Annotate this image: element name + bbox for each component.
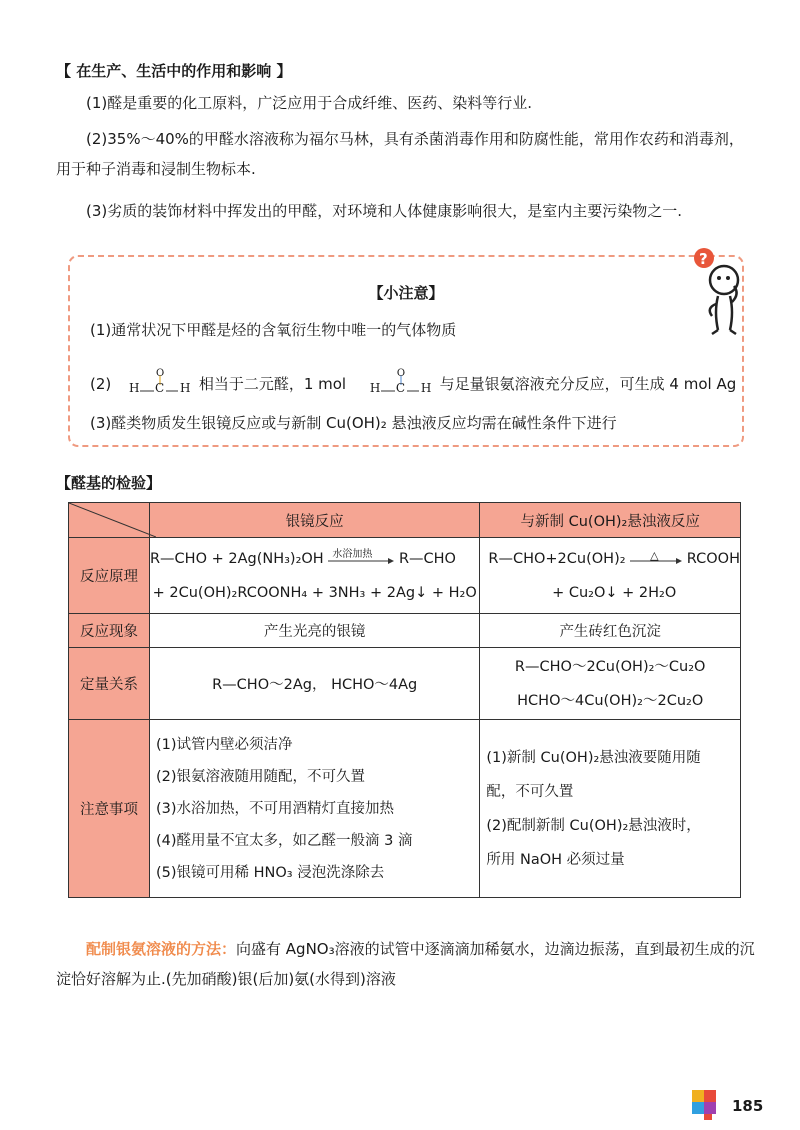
cell-cu-quantity	[480, 648, 741, 720]
cu-eq-right: RCOOH	[686, 550, 740, 567]
cu-note-item: 配，不可久置	[486, 783, 574, 800]
reaction-arrow-delta	[630, 548, 682, 567]
section-heading-test: 【醛基的检验】	[56, 474, 162, 492]
section-heading-uses: 【 在生产、生活中的作用和影响 】	[56, 62, 292, 80]
method-paragraph	[56, 934, 756, 994]
cu-note-item: (2)配制新制 Cu(OH)₂悬浊液时，	[486, 817, 701, 834]
col-header-copper-hydroxide: 与新制 Cu(OH)₂悬浊液反应	[480, 503, 741, 538]
silver-note-item: (5)银镜可用稀 HNO₃ 浸泡洗涤除去	[155, 864, 385, 881]
row-header-phenomenon: 反应现象	[69, 614, 150, 648]
silver-eq-left: R—CHO + 2Ag(NH₃)₂OH	[149, 550, 324, 567]
svg-text:?: ?	[699, 250, 708, 268]
note-line-2-prefix: (2)	[90, 375, 112, 393]
note-title: 【小注意】	[368, 284, 444, 302]
method-text: 向盛有 AgNO₃溶液的试管中逐滴滴加稀氨水，边滴边振荡，直到最初生成的沉淀恰好溶解为止.(先加硝酸)银(后加)氨(水得到)溶液	[56, 940, 755, 988]
note-line-2-mid: 相当于二元醛，1 mol	[198, 375, 347, 393]
cu-note-item: 所用 NaOH 必须过量	[486, 851, 625, 868]
page-number: 185	[732, 1097, 764, 1115]
silver-equation-line-2: + 2Cu(OH)₂RCOONH₄ + 3NH₃ + 2Ag↓ + H₂O	[152, 584, 477, 601]
silver-condition: 水浴加热	[332, 548, 373, 560]
silver-equation-line-1	[150, 542, 479, 576]
struct-o: O	[156, 367, 165, 379]
silver-note-item: (1)试管内壁必须洁净	[155, 736, 293, 753]
note-line-1: (1)通常状况下甲醛是烃的含氧衍生物中唯一的气体物质	[90, 321, 457, 339]
formaldehyde-structure-1	[124, 365, 194, 405]
note-line-2-end: 与足量银氨溶液充分反应，可生成 4 mol Ag	[439, 375, 737, 393]
note-line-2	[90, 362, 736, 406]
cell-cu-notes	[480, 720, 741, 898]
silver-note-item: (4)醛用量不宜太多，如乙醛一般滴 3 滴	[155, 832, 413, 849]
cell-silver-principle	[149, 538, 479, 614]
cell-silver-quantity: R—CHO～2Ag， HCHO～4Ag	[149, 648, 479, 720]
struct-o-2: O	[396, 367, 406, 379]
row-header-principle: 反应原理	[69, 538, 150, 614]
struct-c-2: C	[395, 380, 406, 395]
cu-equation-line-2: + Cu₂O↓ + 2H₂O	[552, 584, 677, 601]
note-line-3: (3)醛类物质发生银镜反应或与新制 Cu(OH)₂ 悬浊液反应均需在碱性条件下进行	[90, 414, 617, 432]
silver-eq-right: R—CHO	[398, 550, 456, 567]
publisher-logo-icon	[690, 1088, 724, 1122]
struct-h-left: H	[129, 380, 140, 395]
cu-quantity-line-2: HCHO～4Cu(OH)₂～2Cu₂O	[517, 692, 704, 709]
cell-silver-notes	[149, 720, 479, 898]
struct-h-right-2: H	[420, 380, 432, 395]
table-corner-cell	[69, 503, 150, 538]
struct-c: C	[155, 380, 165, 395]
uses-paragraph-3: (3)劣质的装饰材料中挥发出的甲醛，对环境和人体健康影响很大，是室内主要污染物之一.	[86, 202, 683, 220]
formaldehyde-structure-2	[365, 365, 435, 405]
col-header-silver-mirror: 银镜反应	[149, 503, 479, 538]
silver-note-item: (3)水浴加热，不可用酒精灯直接加热	[155, 800, 395, 817]
cell-silver-phenomenon: 产生光亮的银镜	[149, 614, 479, 648]
uses-paragraph-1: (1)醛是重要的化工原料，广泛应用于合成纤维、医药、染料等行业.	[86, 94, 533, 112]
aldehyde-test-table	[68, 502, 741, 898]
cu-quantity-line-1: R—CHO～2Cu(OH)₂～Cu₂O	[514, 658, 706, 675]
cu-note-item: (1)新制 Cu(OH)₂悬浊液要随用随	[486, 749, 701, 766]
struct-h-right: H	[180, 380, 191, 395]
method-label: 配制银氨溶液的方法：	[86, 940, 237, 958]
cu-condition: △	[650, 548, 659, 562]
row-header-quantity: 定量关系	[69, 648, 150, 720]
cu-equation-line-1	[488, 542, 740, 576]
reaction-arrow-heat	[328, 548, 394, 567]
cell-cu-phenomenon: 产生砖红色沉淀	[480, 614, 741, 648]
uses-paragraph-2: (2)35%～40%的甲醛水溶液称为福尔马林，具有杀菌消毒作用和防腐性能，常用作农药和消毒剂，用于种子消毒和浸制生物标本.	[56, 130, 744, 178]
cell-cu-principle	[480, 538, 741, 614]
silver-note-item: (2)银氨溶液随用随配，不可久置	[155, 768, 366, 785]
cu-eq-left: R—CHO+2Cu(OH)₂	[488, 550, 626, 567]
struct-h-left-2: H	[369, 380, 381, 395]
row-header-notes: 注意事项	[69, 720, 150, 898]
